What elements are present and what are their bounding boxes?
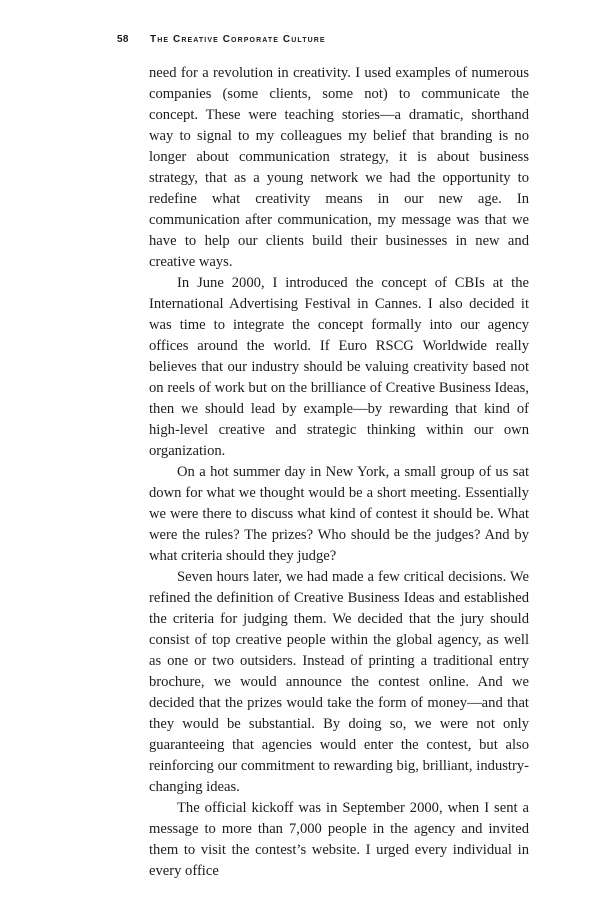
running-title: The Creative Corporate Culture — [150, 34, 326, 45]
body-text — [149, 63, 529, 882]
paragraph-continued: need for a revolution in creativity. I used examples of numerous companies (some clients, some not) to communicate the concept. These were teaching stories—a dramatic, shorthand way to signal to my colleagues my belief that branding is no longer about communication strategy, it is about business strategy, that as a young network we had the opportunity to redefine what creativity means in our new age. In communication after communication, my message was that we have to help our clients build their businesses in new and creative ways. — [149, 65, 529, 270]
running-head — [117, 29, 326, 43]
paragraph: Seven hours later, we had made a few critical decisions. We refined the definition of Creative Business Ideas and established the criteria for judging them. We decided that the jury should consist of top creative people within the global agency, as well as one or two outsiders. Instead of printing a traditional entry brochure, we would announce the contest online. And we decided that the prizes would take the form of money—and that they would be substantial. By doing so, we were not only guaranteeing that agencies would enter the contest, but also reinforcing our commitment to rewarding big, brilliant, industry-changing ideas. — [149, 569, 529, 795]
paragraph: On a hot summer day in New York, a small group of us sat down for what we thought would be a short meeting. Essentially we were there to discuss what kind of contest it should be. What were the rules? The prizes? Who should be the judges? And by what criteria should they judge? — [149, 464, 529, 564]
page-number: 58 — [117, 34, 129, 45]
paragraph: In June 2000, I introduced the concept of CBIs at the International Advertising Festival in Cannes. I also decided it was time to integrate the concept formally into our agency offices around the world. If Euro RSCG Worldwide really believes that our industry should be valuing creativity based not on reels of work but on the brilliance of Creative Business Ideas, then we should lead by example—by rewarding that kind of high-level creative and strategic thinking within our own organization. — [149, 275, 529, 459]
paragraph: The official kickoff was in September 2000, when I sent a message to more than 7,000 people in the agency and invited them to visit the contest’s website. I urged every individual in every office — [149, 800, 529, 879]
